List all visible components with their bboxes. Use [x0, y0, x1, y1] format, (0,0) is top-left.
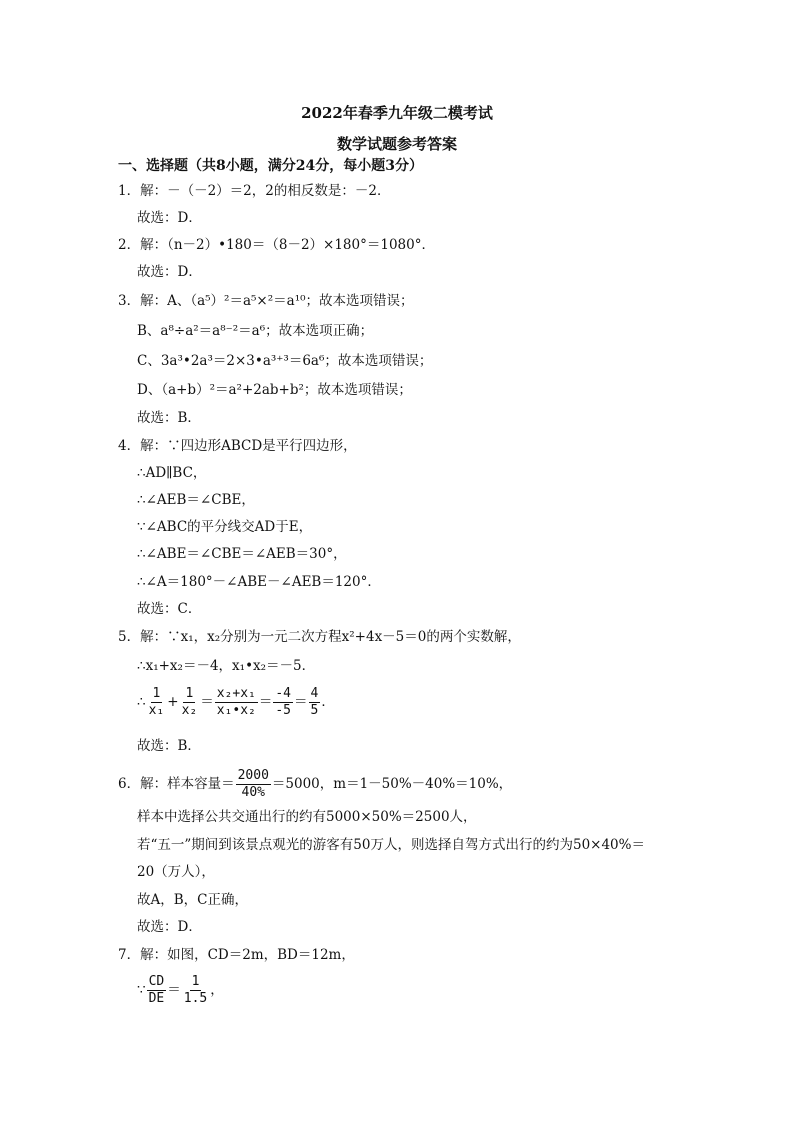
therefore-symbol: ∴: [137, 694, 146, 710]
fraction-1: $\frac{1}{\text{x₁}}$: [148, 686, 165, 718]
q2-solution: 2．解：（n－2）•180＝（8－2）×180°＝1080°．: [118, 237, 435, 253]
q3-option-b: B、a⁸÷a²＝a⁸⁻²＝a⁶；故本选项正确；: [137, 323, 374, 339]
q5-line-1: 5．解：∵x₁，x₂分别为一元二次方程x²+4x－5＝0的两个实数解，: [118, 629, 521, 645]
q6-line-2: 样本中选择公共交通出行的约有5000×50%＝2500人，: [137, 809, 477, 825]
q1-solution: 1．解：－（－2）＝2，2的相反数是：－2．: [118, 183, 391, 199]
fraction-2: $\frac{1}{\text{x₂}}$: [181, 686, 198, 718]
because-symbol: ∵: [137, 982, 146, 998]
q6-suffix: ＝5000，m＝1－50%－40%＝10%，: [271, 776, 513, 792]
fraction-4: $\frac{-4}{-5}$: [275, 686, 292, 718]
q3-option-c: C、3a³•2a³＝2×3•a³⁺³＝6a⁶；故本选项错误；: [137, 353, 433, 369]
q4-line-4: ∵∠ABC的平分线交AD于E，: [137, 519, 313, 535]
q4-line-5: ∴∠ABE＝∠CBE＝∠AEB＝30°，: [137, 546, 347, 562]
q5-answer: 故选：B．: [137, 738, 201, 754]
fraction-5: $\frac{4}{5}$: [310, 686, 319, 718]
q4-line-1: 4．解：∵四边形ABCD是平行四边形，: [118, 438, 357, 454]
page-title: 2022年春季九年级二模考试: [301, 104, 493, 122]
q6-answer: 故选：D．: [137, 919, 202, 935]
q7-fraction-line: ∵ $\frac{CD}{DE}$ ＝ $\frac{1}{1.5}$ ，: [137, 974, 224, 1006]
q6-line-5: 故A，B，C正确，: [137, 892, 248, 908]
q5-line-2: ∴x₁+x₂＝－4，x₁•x₂＝－5．: [137, 658, 316, 674]
q7-fraction-1: $\frac{CD}{DE}$: [148, 974, 165, 1006]
fraction-3: $\frac{\text{x₂+x₁}}{\text{x₁•x₂}}$: [216, 686, 256, 718]
page-subtitle: 数学试题参考答案: [336, 135, 457, 153]
section-heading: 一、选择题（共8小题，满分24分，每小题3分）: [118, 158, 423, 174]
q4-line-2: ∴AD∥BC，: [137, 465, 207, 481]
q6-line-4: 20（万人），: [137, 864, 215, 880]
q6-line-3: 若“五一”期间到该景点观光的游客有50万人，则选择自驾方式出行的约为50×40%＝: [137, 837, 645, 853]
q4-line-3: ∴∠AEB＝∠CBE，: [137, 492, 255, 508]
q6-prefix: 6．解：样本容量＝: [118, 776, 235, 792]
q5-fraction-line: ∴ $\frac{1}{\text{x₁}}$ + $\frac{1}{\text{x₂}}$ ＝ $\frac{\text{x₂+x₁}}{\text{x₁•x₂}}$ ＝ $\frac{-4}{-5}$ ＝ $\frac{4}{5}$ ．: [137, 686, 335, 718]
q6-fraction: $\frac{2000}{40\%}$: [237, 768, 269, 800]
q2-answer: 故选：D．: [137, 264, 202, 280]
q4-line-6: ∴∠A＝180°－∠ABE－∠AEB＝120°．: [137, 574, 381, 590]
q3-option-a: 3．解：A、（a⁵）²＝a⁵×²＝a¹⁰；故本选项错误；: [118, 293, 414, 309]
q3-answer: 故选：B．: [137, 410, 201, 426]
q7-line-1: 7．解：如图，CD＝2m，BD＝12m，: [118, 947, 355, 963]
q3-option-d: D、（a+b）²＝a²+2ab+b²；故本选项错误；: [137, 382, 412, 398]
q6-line-1: [118, 764, 512, 804]
q4-answer: 故选：C．: [137, 601, 202, 617]
q1-answer: 故选：D．: [137, 210, 202, 226]
q7-fraction-2: $\frac{1}{1.5}$: [183, 974, 208, 1006]
